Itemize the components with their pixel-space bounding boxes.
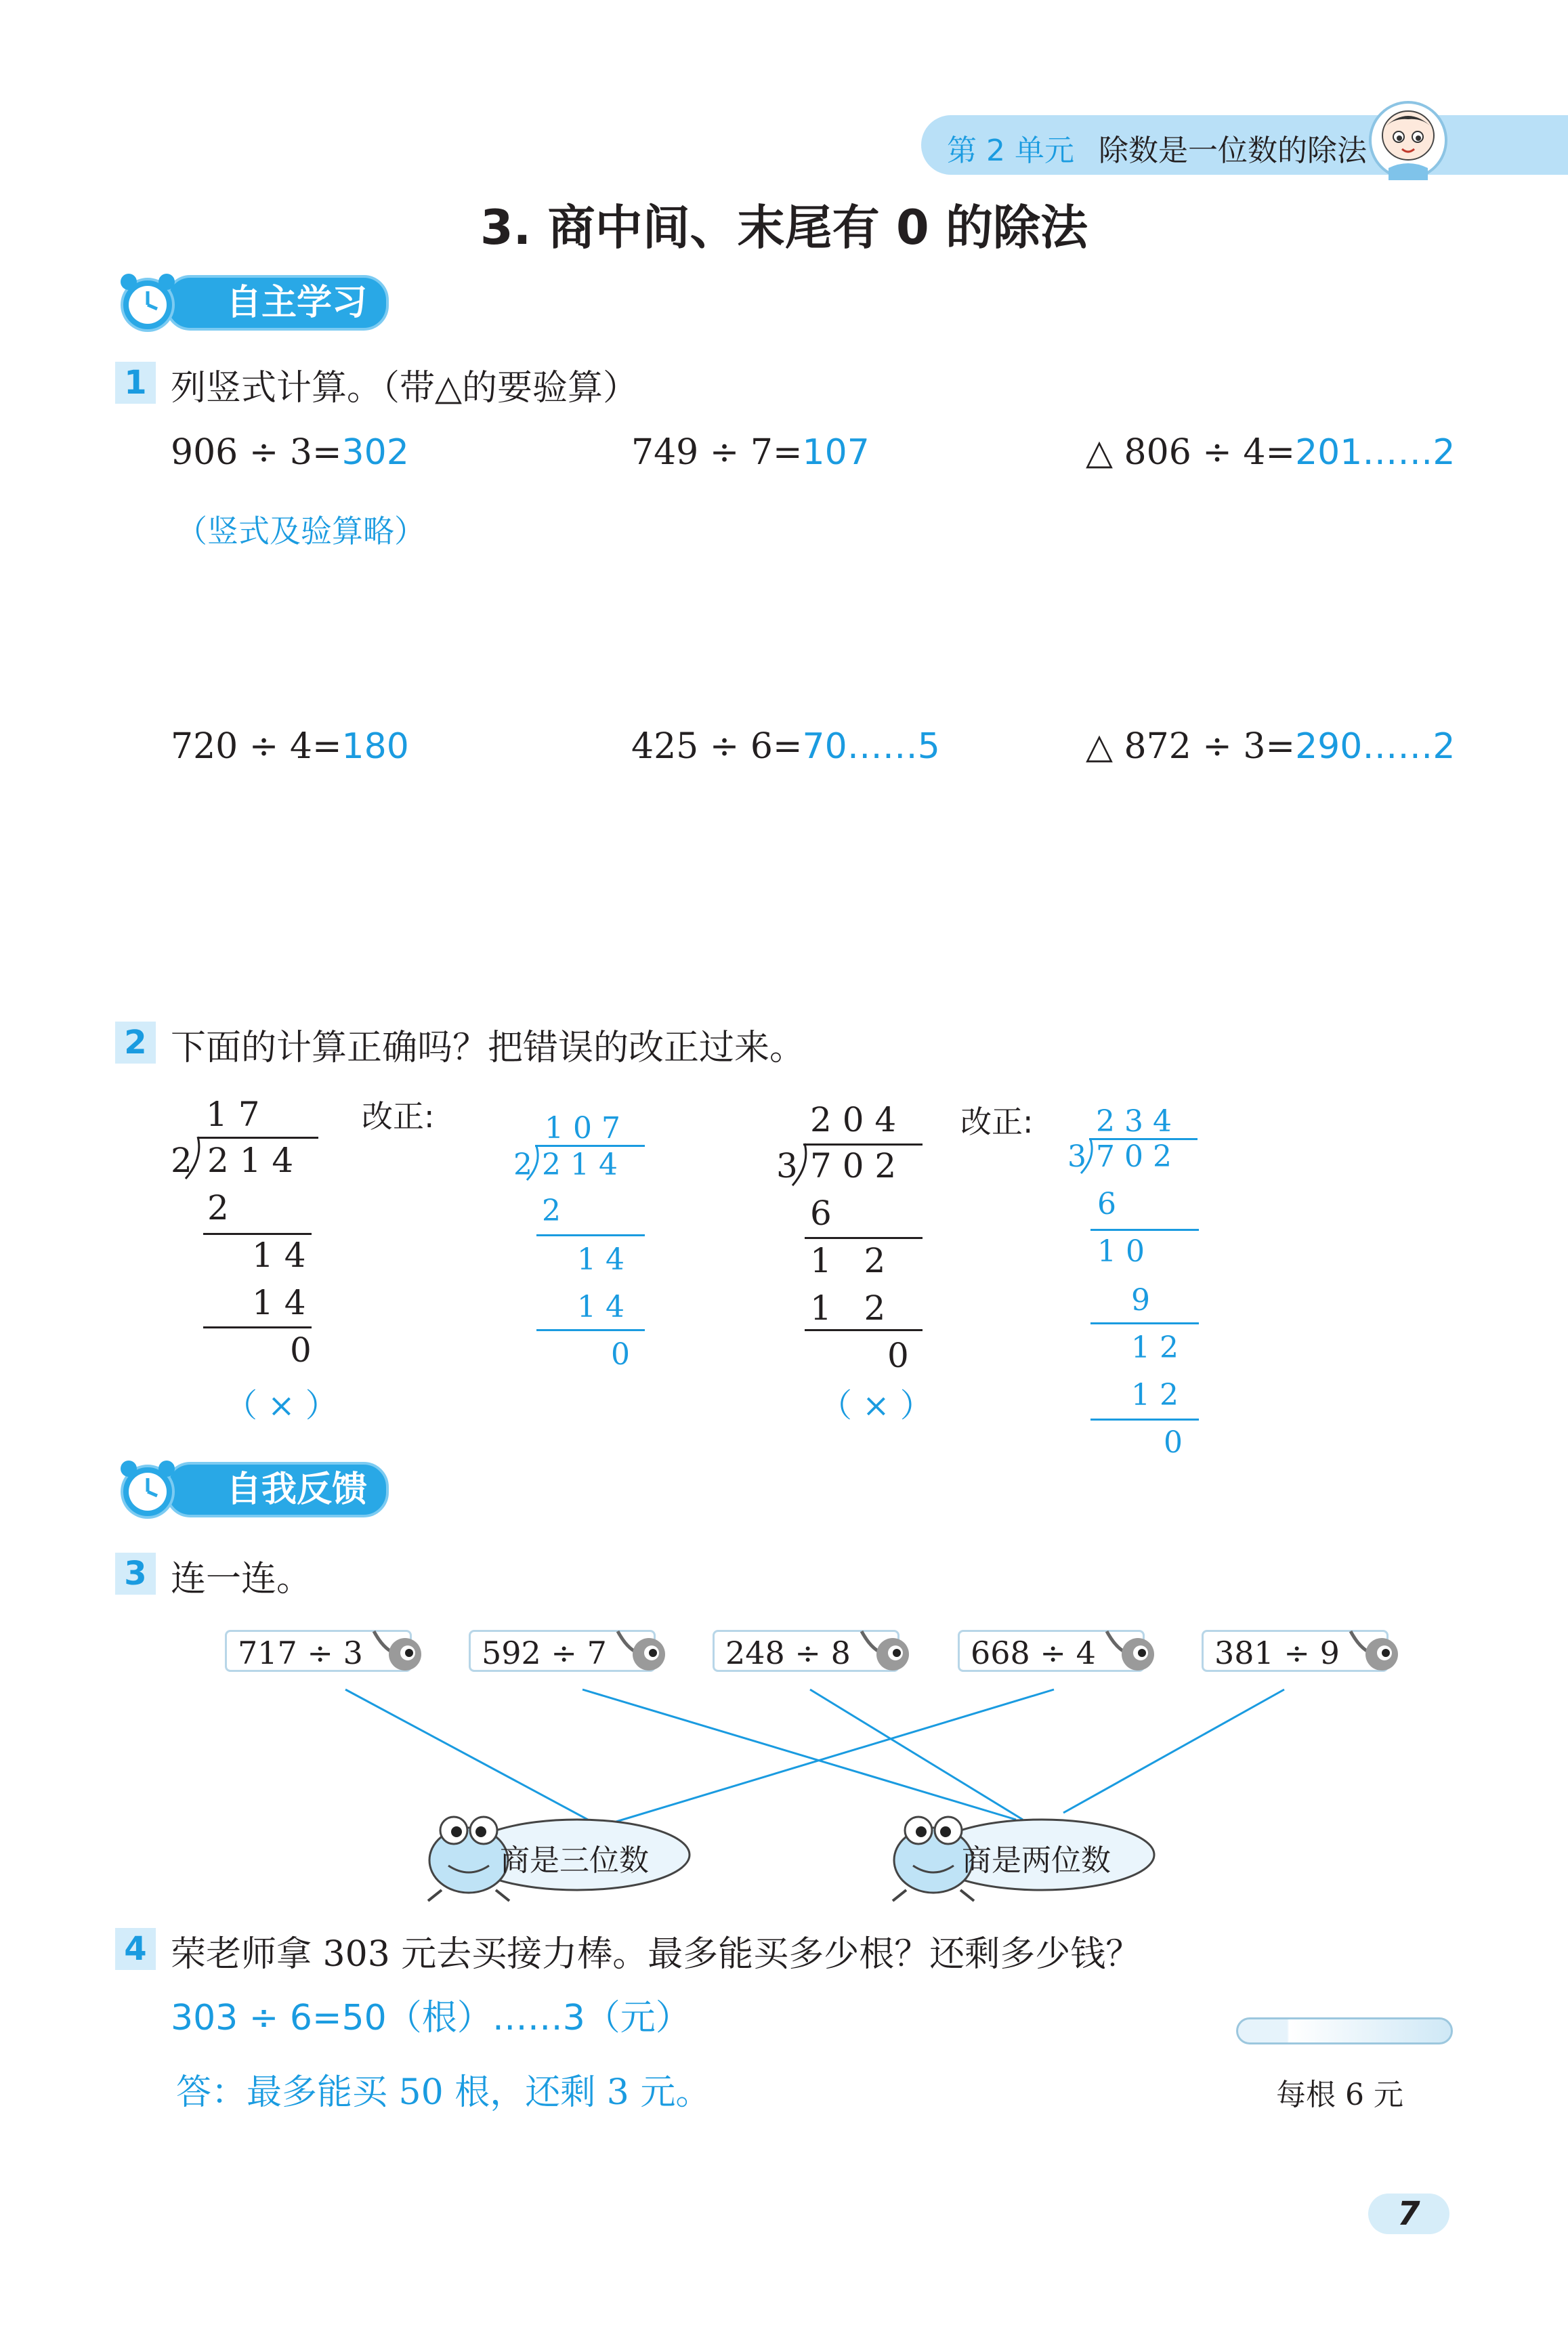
step: 1 4 [577, 1242, 624, 1277]
step: 1 4 [252, 1283, 306, 1322]
page-number: 7 [1397, 2195, 1420, 2233]
expression-box[interactable]: 592 ÷ 7 [469, 1630, 656, 1672]
problem-expr: △ 872 ÷ 3= [1086, 726, 1296, 767]
problem-expr: 425 ÷ 6= [631, 726, 803, 767]
step: 6 [1097, 1187, 1116, 1221]
wrong-quotient-a: 1 7 [206, 1095, 260, 1134]
expression-box[interactable]: 717 ÷ 3 [225, 1630, 412, 1672]
unit-title: 除数是一位数的除法 [1098, 133, 1367, 168]
relay-baton-icon [1236, 2017, 1453, 2044]
question-number-2: 2 [115, 1022, 156, 1064]
dividend-a: 2 1 4 [207, 1141, 294, 1180]
fix-dividend-a: 2 1 4 [542, 1148, 618, 1182]
fix-dividend-b: 7 0 2 [1096, 1139, 1172, 1174]
problem-expr: 906 ÷ 3= [171, 432, 342, 473]
section-title: 自主学习 [165, 275, 389, 331]
problem-answer: 107 [802, 432, 870, 473]
unit-number: 第 2 单元 [947, 133, 1074, 168]
price-label: 每根 6 元 [1276, 2078, 1403, 2112]
q4-calculation: 303 ÷ 6=50（根）……3（元） [171, 1998, 691, 2038]
fix-quotient-b: 2 3 4 [1096, 1104, 1172, 1139]
verdict-a: （ × ） [225, 1387, 338, 1425]
step: 0 [1164, 1425, 1183, 1460]
step: 1 0 [1097, 1234, 1145, 1269]
lesson-title: 3. 商中间、末尾有 0 的除法 [480, 200, 1088, 255]
expression-box[interactable]: 381 ÷ 9 [1202, 1630, 1389, 1672]
problem-expr: 749 ÷ 7= [631, 432, 803, 473]
verdict-b: （ × ） [820, 1387, 933, 1425]
step: 0 [611, 1337, 630, 1372]
question-number-3: 3 [115, 1553, 156, 1595]
section-title: 自我反馈 [165, 1462, 389, 1517]
q4-answer: 答：最多能买 50 根，还剩 3 元。 [176, 2072, 711, 2113]
step: 1 2 [1131, 1378, 1179, 1412]
correction-label-a: 改正: [362, 1098, 435, 1135]
step: 0 [290, 1330, 312, 1370]
wrong-quotient-b: 2 0 4 [810, 1100, 897, 1139]
category-three-digit[interactable]: 商是三位数 [500, 1843, 649, 1878]
step: 1 2 [1131, 1330, 1179, 1365]
tadpole-icon [371, 1624, 425, 1679]
question-4-prompt: 荣老师拿 303 元去买接力棒。最多能买多少根？还剩多少钱？ [171, 1934, 1141, 1975]
step: 9 [1131, 1283, 1150, 1318]
problem-answer: 180 [341, 726, 409, 767]
fix-divisor-a: 2 [513, 1148, 532, 1182]
tadpole-icon [615, 1624, 669, 1679]
divisor-a: 2 [171, 1141, 192, 1180]
step: 6 [810, 1194, 832, 1233]
question-2-prompt: 下面的计算正确吗？把错误的改正过来。 [171, 1028, 805, 1068]
problem-answer: 290……2 [1295, 726, 1456, 767]
problem-answer: 201……2 [1295, 432, 1456, 473]
step: 1 2 [810, 1241, 886, 1280]
problem-answer: 302 [341, 432, 409, 473]
problem-expr: △ 806 ÷ 4= [1086, 432, 1296, 473]
fix-quotient-a: 1 0 7 [545, 1111, 620, 1146]
tadpole-icon [1104, 1624, 1158, 1679]
question-3-prompt: 连一连。 [171, 1559, 312, 1599]
step: 1 4 [252, 1236, 306, 1275]
step: 1 2 [810, 1288, 886, 1328]
expression-box[interactable]: 248 ÷ 8 [713, 1630, 899, 1672]
question-number-4: 4 [115, 1928, 156, 1970]
step: 0 [887, 1336, 909, 1375]
problem-expr: 720 ÷ 4= [171, 726, 342, 767]
dividend-b: 7 0 2 [810, 1146, 897, 1186]
correction-label-b: 改正: [960, 1104, 1034, 1140]
category-two-digit[interactable]: 商是两位数 [962, 1843, 1111, 1878]
divisor-b: 3 [776, 1146, 798, 1186]
tadpole-icon [859, 1624, 913, 1679]
tadpole-icon [1348, 1624, 1402, 1679]
fix-divisor-b: 3 [1067, 1139, 1086, 1174]
problem-answer: 70……5 [802, 726, 940, 767]
expression-box[interactable]: 668 ÷ 4 [958, 1630, 1145, 1672]
step: 2 [542, 1194, 561, 1228]
question-number-1: 1 [115, 362, 156, 404]
step: 2 [207, 1188, 229, 1228]
step: 1 4 [577, 1290, 624, 1324]
question-1-prompt: 列竖式计算。（带△的要验算） [171, 368, 638, 408]
vertical-calc-note: （竖式及验算略） [176, 513, 425, 549]
